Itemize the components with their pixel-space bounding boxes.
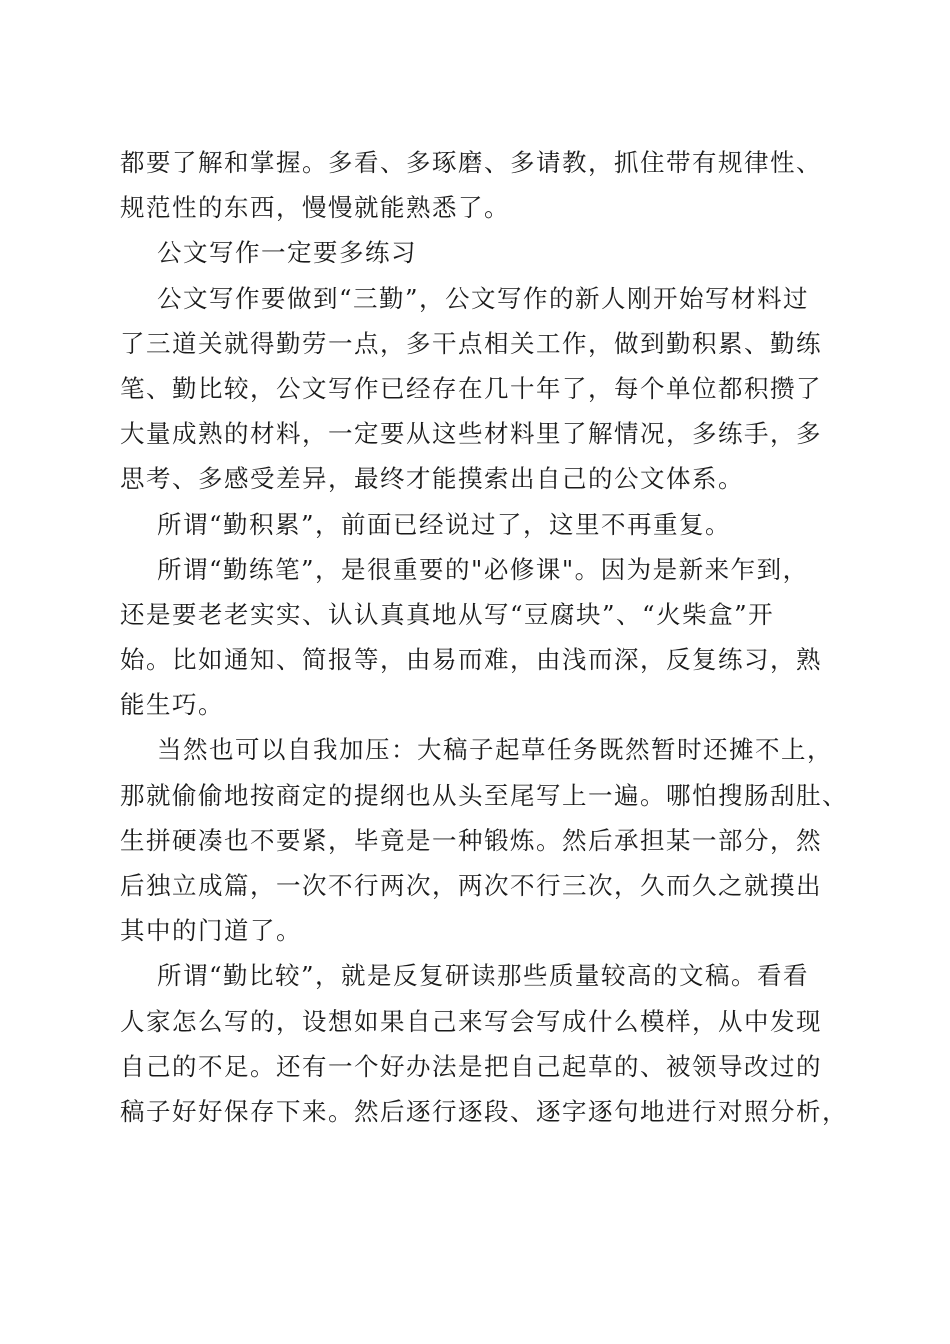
section-heading: 公文写作一定要多练习 bbox=[157, 238, 417, 268]
text-line: 笔、勤比较，公文写作已经存在几十年了，每个单位都积攒了 bbox=[120, 373, 822, 403]
document-body bbox=[120, 140, 848, 1134]
text-line: 都要了解和掌握。多看、多琢磨、多请教，抓住带有规律性、 bbox=[120, 148, 822, 177]
text-line: 公文写作要做到“三勤”，公文写作的新人刚开始写材料过 bbox=[157, 283, 810, 313]
text-line: 所谓“勤积累”，前面已经说过了，这里不再重复。 bbox=[157, 509, 732, 539]
text-line: 大量成熟的材料，一定要从这些材料里了解情况，多练手，多 bbox=[120, 419, 822, 449]
text-line: 生拼硬凑也不要紧，毕竟是一种锻炼。然后承担某一部分，然 bbox=[120, 825, 822, 855]
text-line: 其中的门道了。 bbox=[120, 916, 302, 946]
text-line: 稿子好好保存下来。然后逐行逐段、逐字逐句地进行对照分析， bbox=[120, 1096, 848, 1126]
text-line: 了三道关就得勤劳一点，多干点相关工作，做到勤积累、勤练 bbox=[120, 328, 822, 358]
text-line: 能生巧。 bbox=[120, 690, 224, 720]
text-line: 所谓“勤比较”，就是反复研读那些质量较高的文稿。看看 bbox=[157, 961, 810, 991]
text-line: 始。比如通知、简报等，由易而难，由浅而深，反复练习，熟 bbox=[120, 645, 822, 675]
text-line: 思考、多感受差异，最终才能摸索出自己的公文体系。 bbox=[120, 464, 744, 494]
text-line: 还是要老老实实、认认真真地从写“豆腐块”、“火柴盒”开 bbox=[120, 599, 775, 629]
text-line: 自己的不足。还有一个好办法是把自己起草的、被领导改过的 bbox=[120, 1051, 822, 1081]
text-line: 所谓“勤练笔”，是很重要的"必修课"。因为是新来乍到， bbox=[157, 554, 809, 584]
text-line: 那就偷偷地按商定的提纲也从头至尾写上一遍。哪怕搜肠刮肚、 bbox=[120, 780, 848, 810]
text-line: 规范性的东西，慢慢就能熟悉了。 bbox=[120, 193, 510, 223]
text-line: 后独立成篇，一次不行两次，两次不行三次，久而久之就摸出 bbox=[120, 871, 822, 900]
text-line: 人家怎么写的，设想如果自己来写会写成什么模样，从中发现 bbox=[120, 1006, 822, 1036]
text-line: 当然也可以自我加压：大稿子起草任务既然暂时还摊不上， bbox=[157, 735, 833, 765]
